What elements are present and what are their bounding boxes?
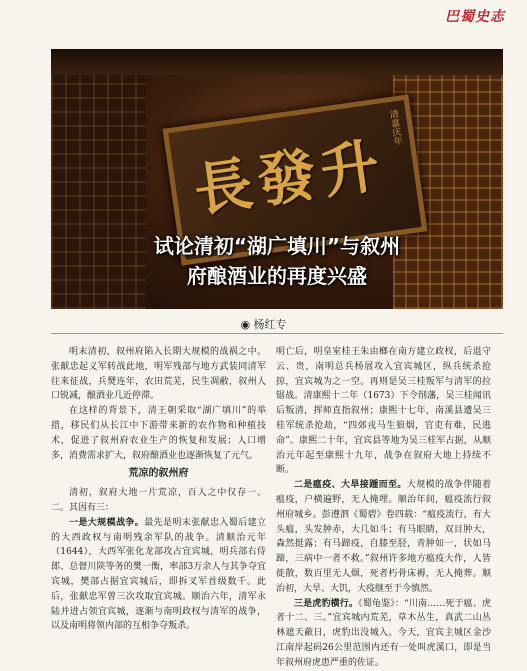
journal-brand: 巴蜀史志 [445,9,505,25]
plaque-side-text: 清嘉庆年 [387,109,403,147]
column-right [276,345,491,671]
divider [51,333,503,334]
article-title-line2: 府酿酒业的再度兴盛 [187,264,367,288]
article-author: ◉ 杨红专 [240,318,287,331]
paragraph-body: 大规模的战争伴随着瘟疫，户横遍野，无人掩埋。顺治年间，瘟疫流行叙州府城乡。彭遵泗《蜀碧》卷四载：“瘟疫流行，有大头瘟，头发肿赤，大几如斗；有马眼睛，双目肿大，森然挺露；有马蹄疫，自膝至胫，青肿如一，状如马蹄，三病中一者不救。”叙州许多地方瘟疫大作，人皆徙散，数百里无人烟，死者朽骨床褥，无人掩葬。顺治初，大旱、大饥，大疫继至于今慎然。 [276,480,491,594]
paragraph: 明亡后，明皇室桂王朱由榔在南方建立政权，后退守云、贵，南明总兵杨展攻入宜宾城区，纵兵统杀抢掠，宜宾城为之一空。再则是吴三桂叛军与清军的拉锯战。清康熙十二年（1673）下令削藩，吴三桂闻讯后叛清，挥师直指叙州；康熙十七年，南溪县遭吴三桂军统杀抢劫，“四郊戎马生狼烟，官吏有难，民逃命”。康熙二十年，宜宾县等地为吴三桂军占据，从顺治元年起至康熙十九年，战争在叙府大地上持续不断。 [276,347,491,476]
paragraph [51,516,266,634]
paragraph: 在这样的背景下，清王朝采取“湖广填川”的举措，移民们从长江中下游带来新的农作物和种植技术，促进了叙州府农业生产的恢复和发展；人口增多，消费需求扩大，叙府酿酒业也逐渐恢复了元气。 [51,406,266,461]
article-title-line1: 试论清初“湖广填川”与叙州 [153,234,401,258]
paragraph: 明末清初，叙州府陷入长期大规模的战祸之中。张献忠起义军转战此地，明军残部与地方武装同清军往来征战，兵燹连年，农田荒芜，民生凋敝，叙州人口锐减，酿酒业几近停滞。 [51,347,266,402]
column-left [51,345,266,634]
paragraph-lead: 二是瘟疫、大旱接踵而至。 [294,480,407,491]
paragraph-lead: 一是大规模战争。 [69,517,145,528]
plaque-text: 長發升 [189,130,390,225]
paragraph [276,478,491,596]
section-heading: 荒凉的叙州府 [128,468,189,480]
paragraph [276,597,491,671]
roof-beam [51,49,503,75]
paragraph-body: 最先是明末张献忠入蜀后建立的大西政权与南明残余军队的战争。清顺治元年（1644），大西军张化龙部攻占宜宾城，明兵部右侍郎、总督川陕等务的樊一衡，率部3万余人与其争夺宜宾城，樊部占据宜宾城后，即拆叉军首级数千。此后，张献忠军曾三次攻取宜宾城。顺治六年，清军永陆并进占领宜宾城，逐渐与南明政权与清军的战争，以及南明将领内部的互相争夺叛杀。 [51,517,266,632]
paragraph-lead: 三是虎豹横行。 [294,598,359,609]
paragraph-body: 《蜀龟鉴》：“川南……死于瘟、虎者十二、三。”宜宾城内荒芜，草木丛生，真武二山丛林遮天蔽日，虎豹出没城入。今天，宜宾主城区金沙江南岸起码26公里范围内还有一处叫虎溪口，即是当年叙州府虎患严重的佐证。 [276,598,491,668]
paragraph: 清初，叙府大地一片荒凉，百人之中仅存一、二。其因有三： [51,488,266,513]
